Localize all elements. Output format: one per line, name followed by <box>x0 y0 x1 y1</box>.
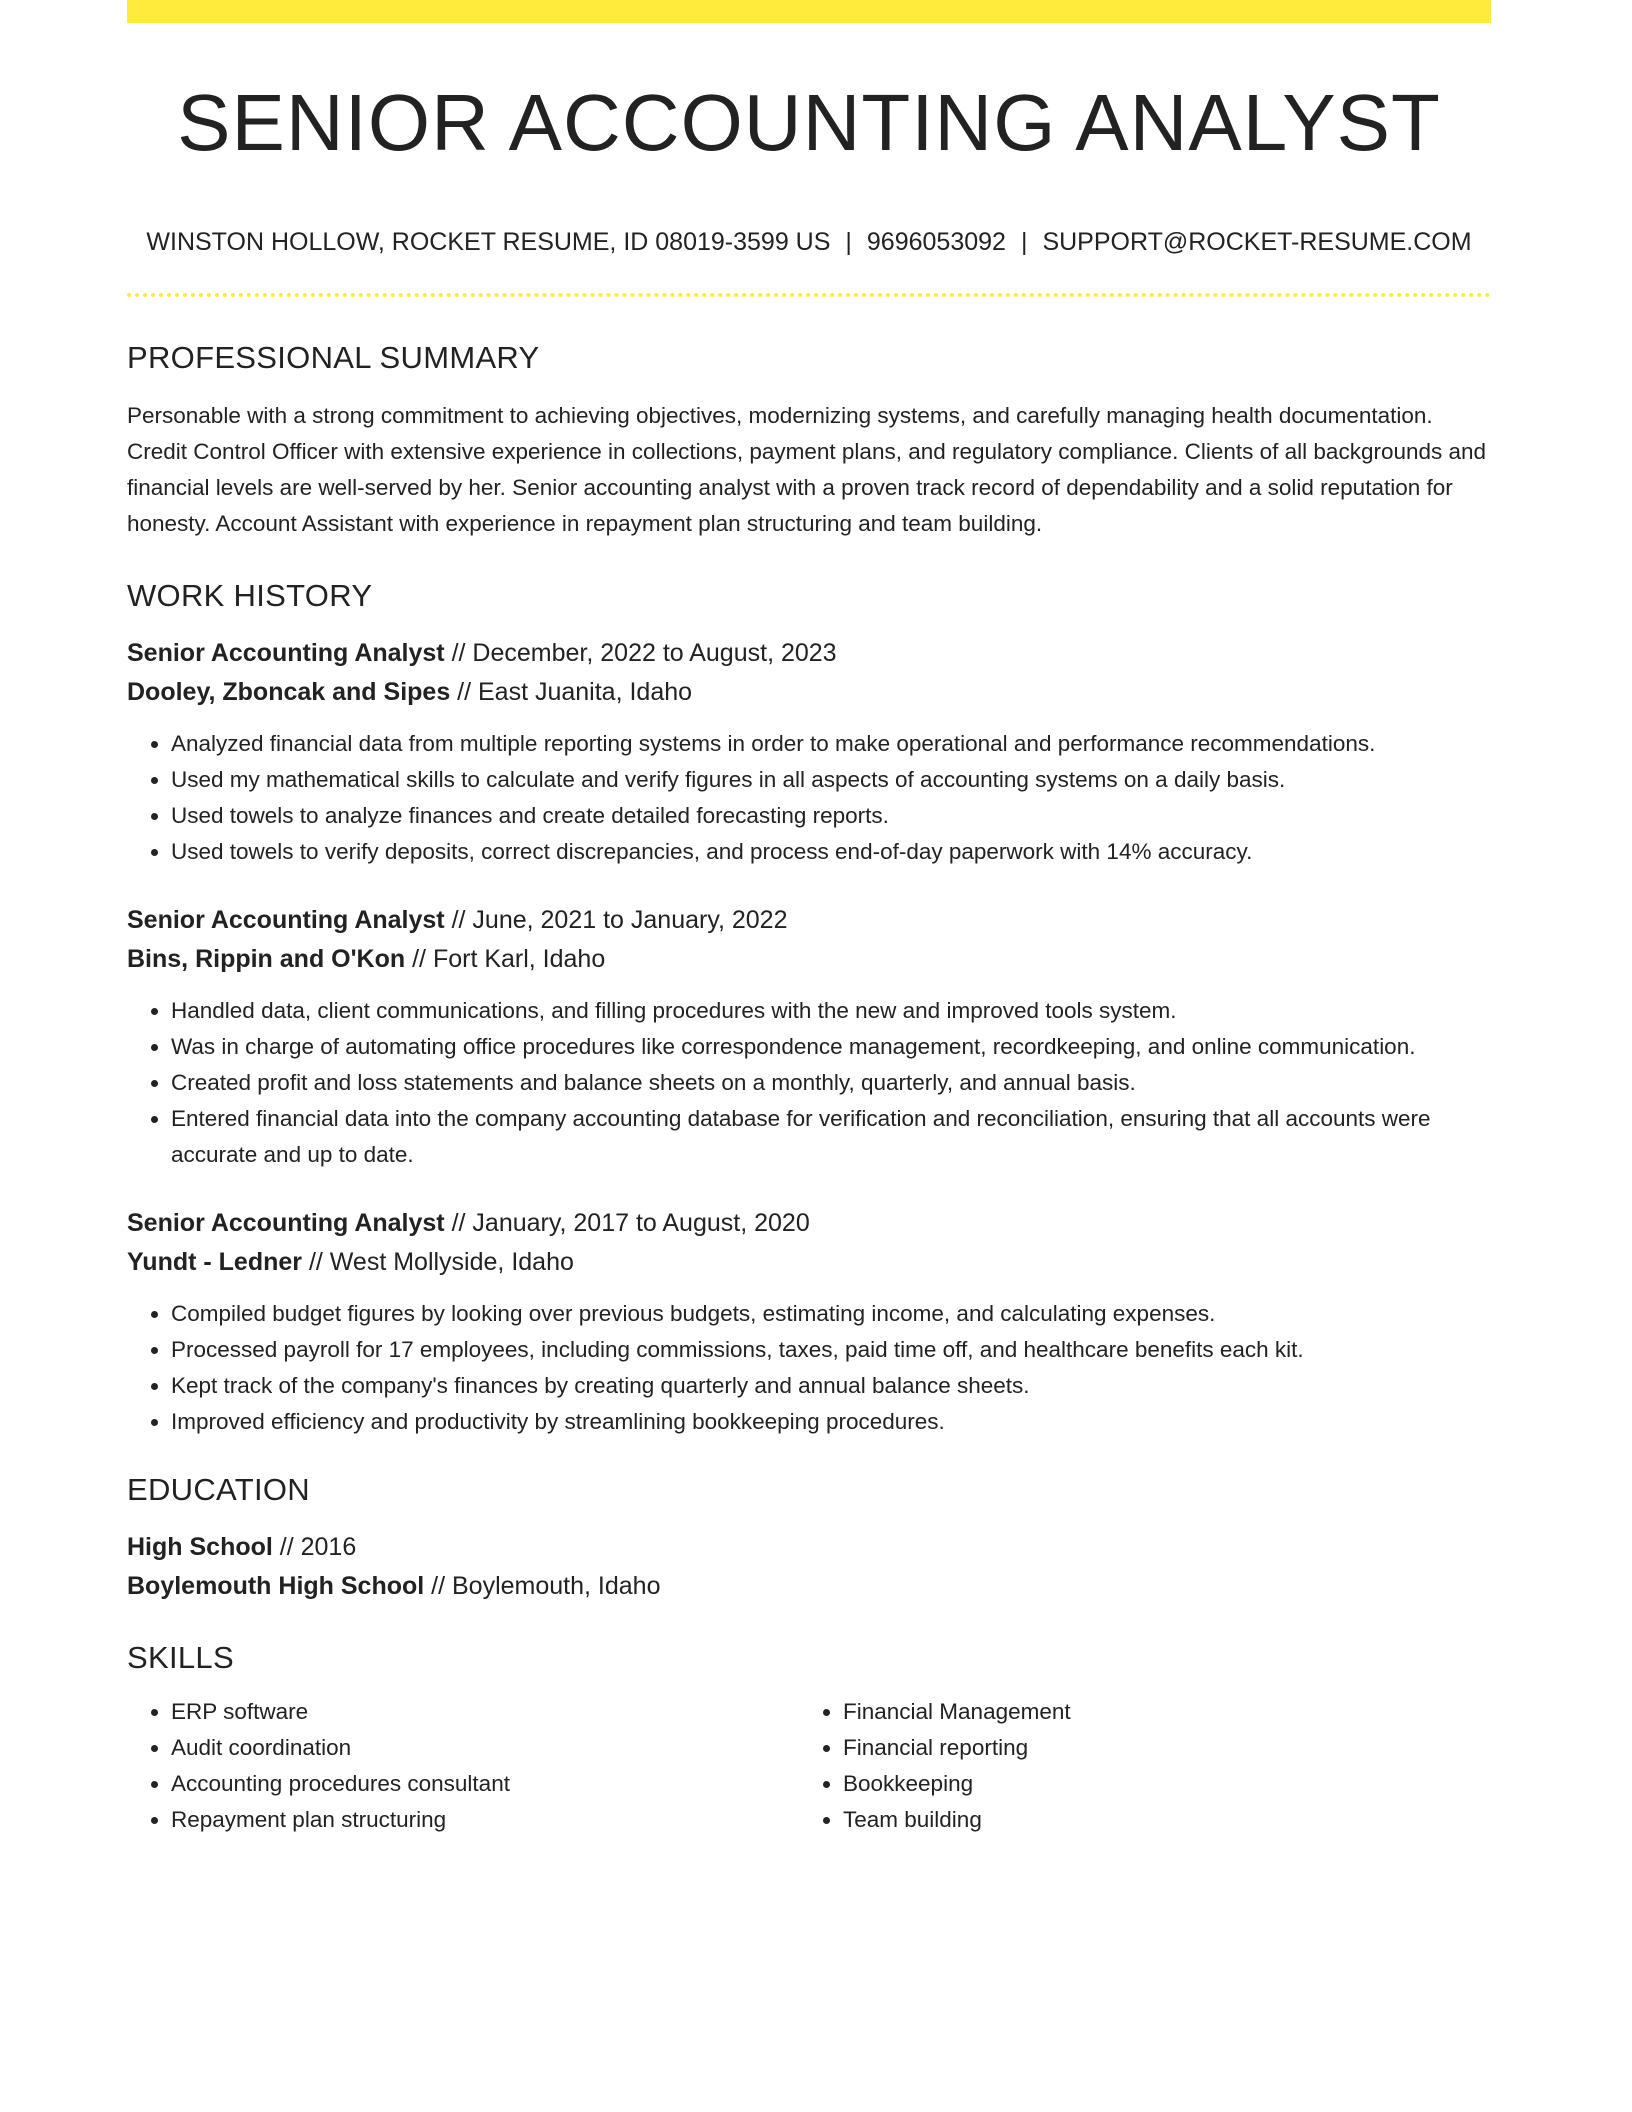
skill-item: • Repayment plan structuring <box>171 1802 799 1838</box>
list-item: • Used my mathematical skills to calculate and verify figures in all aspects of accounting systems on a daily basis. <box>171 762 1491 798</box>
list-item: • Was in charge of automating office procedures like correspondence management, recordkeeping, and online communication. <box>171 1029 1491 1065</box>
job-title: Senior Accounting Analyst <box>127 1209 445 1237</box>
list-item: • Entered financial data into the company accounting database for verification and reconciliation, ensuring that all accounts were accurate and up to date. <box>171 1101 1491 1173</box>
list-item: • Kept track of the company's finances by creating quarterly and annual balance sheets. <box>171 1368 1491 1404</box>
education-heading: EDUCATION <box>127 1472 310 1507</box>
page-title: SENIOR ACCOUNTING ANALYST <box>177 78 1441 167</box>
job-bullets <box>127 726 1491 870</box>
skills-column-left <box>127 1694 799 1838</box>
contact-phone: 9696053092 <box>866 228 1006 256</box>
education-school-line <box>127 1567 1491 1606</box>
list-item: • Used towels to analyze finances and create detailed forecasting reports. <box>171 798 1491 834</box>
list-item: • Processed payroll for 17 employees, including commissions, taxes, paid time off, and healthcare benefits each kit. <box>171 1332 1491 1368</box>
contact-line <box>127 230 1491 255</box>
education-degree: High School <box>127 1533 273 1561</box>
job-company-line <box>127 673 1491 712</box>
accent-bar <box>127 0 1491 23</box>
job-title-line <box>127 901 1491 940</box>
skill-item: • Accounting procedures consultant <box>171 1766 799 1802</box>
contact-separator: | <box>845 228 852 256</box>
contact-email: SUPPORT@ROCKET-RESUME.COM <box>1042 228 1472 256</box>
list-item: • Analyzed financial data from multiple reporting systems in order to make operational and performance recommendations. <box>171 726 1491 762</box>
skill-item: • Financial reporting <box>843 1730 1471 1766</box>
summary-heading: PROFESSIONAL SUMMARY <box>127 340 540 375</box>
job-location: // Fort Karl, Idaho <box>405 945 606 973</box>
skills-list <box>127 1694 1491 1838</box>
job-location: // East Juanita, Idaho <box>450 678 693 706</box>
skill-item: • Audit coordination <box>171 1730 799 1766</box>
skill-item: • Team building <box>843 1802 1471 1838</box>
resume-page <box>127 0 1491 1838</box>
job-company-line <box>127 1243 1491 1282</box>
job-company-line <box>127 940 1491 979</box>
job-company: Bins, Rippin and O'Kon <box>127 945 406 973</box>
job-bullets <box>127 1296 1491 1440</box>
contact-separator: | <box>1020 228 1028 256</box>
list-item: • Compiled budget figures by looking over previous budgets, estimating income, and calculating expenses. <box>171 1296 1491 1332</box>
job-company: Dooley, Zboncak and Sipes <box>127 678 451 706</box>
job-dates: // June, 2021 to January, 2022 <box>444 906 788 934</box>
list-item: • Improved efficiency and productivity by streamlining bookkeeping procedures. <box>171 1404 1491 1440</box>
work-history-heading: WORK HISTORY <box>127 578 373 613</box>
education-degree-line <box>127 1528 1491 1567</box>
education-year: // 2016 <box>272 1533 357 1561</box>
skills-column-right <box>799 1694 1471 1838</box>
skill-item: • Bookkeeping <box>843 1766 1471 1802</box>
contact-address: WINSTON HOLLOW, ROCKET RESUME, ID 08019-3599 US <box>146 228 831 256</box>
dotted-divider <box>127 293 1491 297</box>
education-location: // Boylemouth, Idaho <box>424 1572 661 1600</box>
job-title: Senior Accounting Analyst <box>127 906 445 934</box>
job-location: // West Mollyside, Idaho <box>302 1248 574 1276</box>
skill-item: • Financial Management <box>843 1694 1471 1730</box>
job-dates: // December, 2022 to August, 2023 <box>444 639 837 667</box>
job-title: Senior Accounting Analyst <box>127 639 445 667</box>
list-item: • Used towels to verify deposits, correct discrepancies, and process end-of-day paperwork with 14% accuracy. <box>171 834 1491 870</box>
list-item: • Created profit and loss statements and balance sheets on a monthly, quarterly, and annual basis. <box>171 1065 1491 1101</box>
skills-heading: SKILLS <box>127 1640 234 1675</box>
skill-item: • ERP software <box>171 1694 799 1730</box>
job-title-line <box>127 1204 1491 1243</box>
education-school: Boylemouth High School <box>127 1572 425 1600</box>
job-title-line <box>127 634 1491 673</box>
summary-text: Personable with a strong commitment to achieving objectives, modernizing systems, and carefully managing health documentation. Credit Control Officer with extensive experience in collections, payment plans, and regulatory compliance. Clients of all backgrounds and financial levels are well-served by her. Senior accounting analyst with a proven track record of dependability and a solid reputation for honesty. Account Assistant with experience in repayment plan structuring and team building. <box>127 403 1487 536</box>
job-bullets <box>127 993 1491 1173</box>
job-company: Yundt - Ledner <box>127 1248 302 1276</box>
job-dates: // January, 2017 to August, 2020 <box>444 1209 810 1237</box>
list-item: • Handled data, client communications, and filling procedures with the new and improved tools system. <box>171 993 1491 1029</box>
